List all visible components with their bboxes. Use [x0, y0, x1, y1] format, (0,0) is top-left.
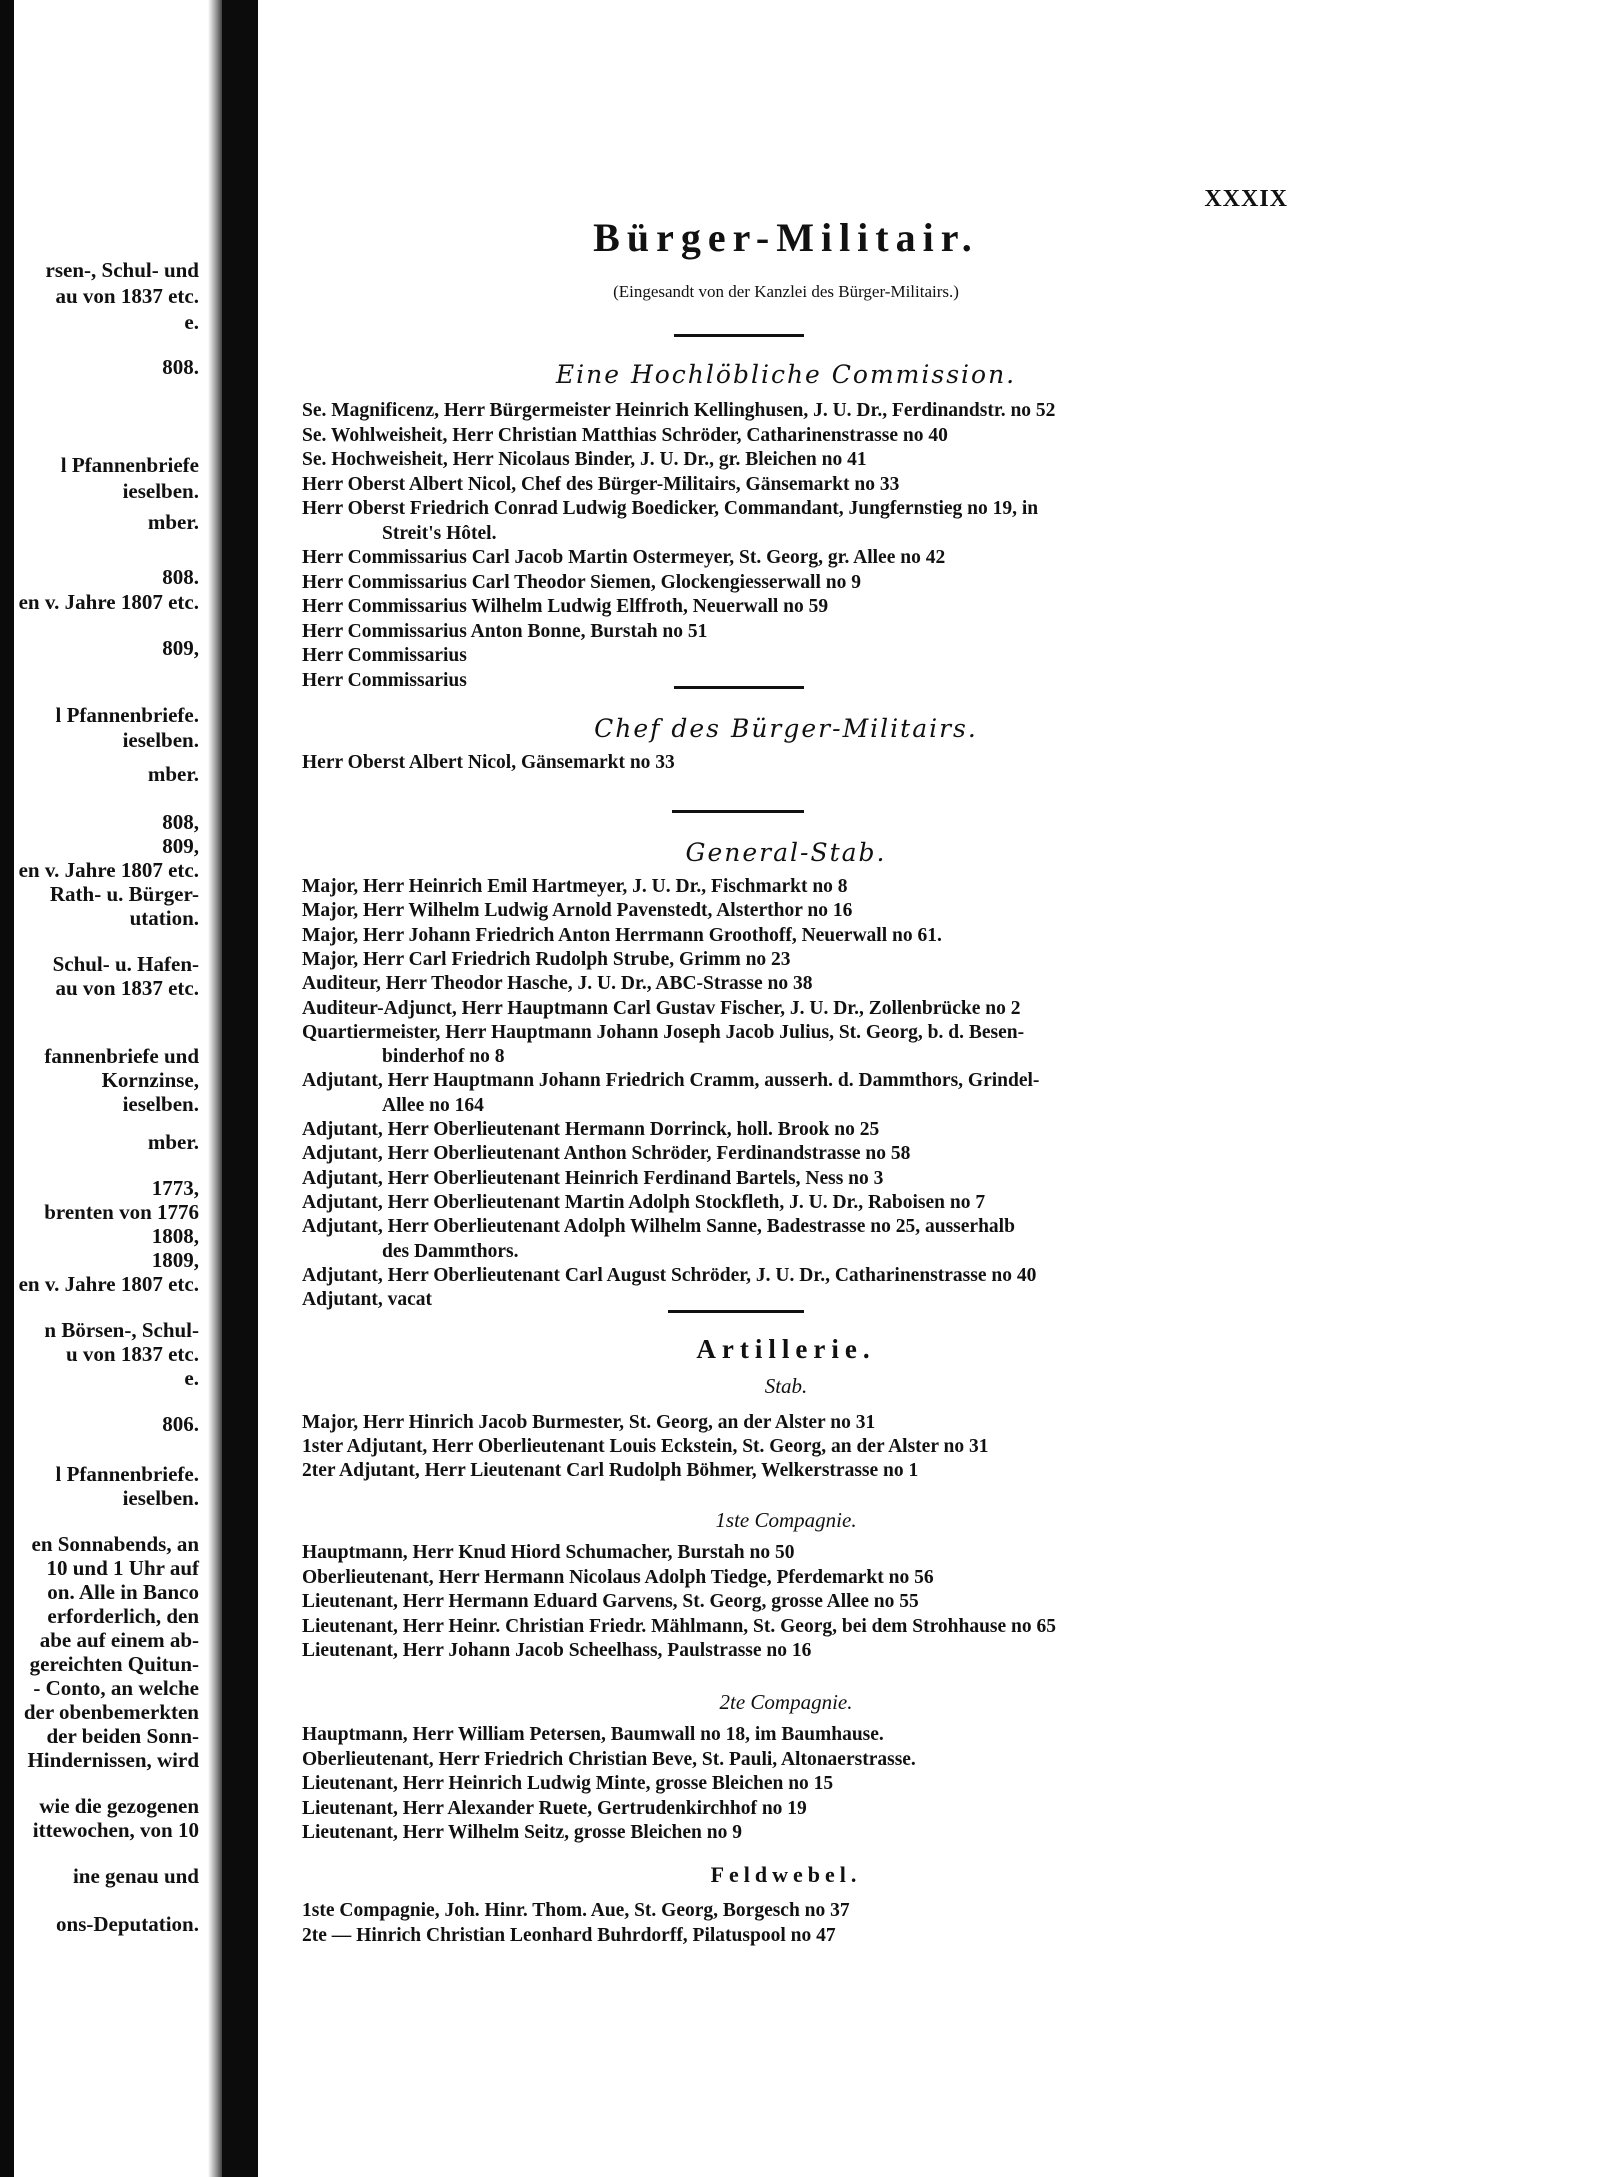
list-entry: Herr Commissarius Wilhelm Ludwig Elffroth, Neuerwall no 59: [302, 596, 829, 617]
list-entry: 2ter Adjutant, Herr Lieutenant Carl Rudolph Böhmer, Welkerstrasse no 1: [302, 1460, 919, 1481]
facing-page-line: 10 und 1 Uhr auf: [46, 1556, 199, 1580]
divider-rule: [672, 810, 804, 813]
facing-page-line: fannenbriefe und: [44, 1044, 199, 1068]
list-entry: Major, Herr Carl Friedrich Rudolph Strube, Grimm no 23: [302, 948, 791, 970]
list-entry: 1ste Compagnie, Joh. Hinr. Thom. Aue, St. Georg, Borgesch no 37: [302, 1900, 850, 1921]
facing-page-line: ieselben.: [122, 479, 199, 503]
facing-page-line: wie die gezogenen: [39, 1794, 199, 1818]
list-entry: Major, Herr Heinrich Emil Hartmeyer, J. U. Dr., Fischmarkt no 8: [302, 876, 848, 897]
facing-page-line: mber.: [147, 510, 199, 534]
facing-page-line: 1808,: [151, 1224, 199, 1248]
facing-page-line: en v. Jahre 1807 etc.: [18, 590, 199, 614]
facing-page-line: ons-Deputation.: [56, 1912, 199, 1936]
facing-page-line: der beiden Sonn-: [46, 1724, 199, 1748]
section-heading-commission: Eine Hochlöbliche Commission.: [555, 360, 1017, 389]
list-entry: Lieutenant, Herr Johann Jacob Scheelhass, Paulstrasse no 16: [302, 1640, 812, 1661]
list-entry: Auditeur, Herr Theodor Hasche, J. U. Dr., ABC-Strasse no 38: [302, 973, 813, 995]
facing-page-line: en Sonnabends, an: [31, 1532, 199, 1556]
list-entry: Herr Commissarius Anton Bonne, Burstah no 51: [302, 620, 708, 642]
list-entry: Adjutant, Herr Oberlieutenant Heinrich Ferdinand Bartels, Ness no 3: [302, 1167, 884, 1189]
list-entry: 2te — Hinrich Christian Leonhard Buhrdorff, Pilatuspool no 47: [302, 1924, 836, 1946]
facing-page-line: Schul- u. Hafen-: [52, 952, 199, 976]
list-entry: Herr Commissarius Carl Theodor Siemen, Glockengiesserwall no 9: [302, 571, 861, 593]
facing-page-line: Hindernissen, wird: [27, 1748, 199, 1772]
list-entry: Herr Commissarius: [302, 669, 467, 691]
facing-page-line: - Conto, an welche: [33, 1676, 199, 1700]
facing-page-line: ittewochen, von 10: [32, 1818, 199, 1842]
list-entry: Adjutant, Herr Oberlieutenant Hermann Dorrinck, holl. Brook no 25: [302, 1119, 880, 1140]
facing-page-line: 808,: [162, 810, 199, 834]
facing-page-line: au von 1837 etc.: [55, 976, 199, 1000]
page-subtitle: (Eingesandt von der Kanzlei des Bürger-Militairs.): [613, 282, 959, 301]
list-entry: Lieutenant, Herr Heinr. Christian Friedr. Mählmann, St. Georg, bei dem Strohhause no 65: [302, 1615, 1057, 1637]
list-entry: Se. Wohlweisheit, Herr Christian Matthias Schröder, Catharinenstrasse no 40: [302, 424, 948, 446]
facing-page-line: ieselben.: [122, 1092, 199, 1116]
list-entry: Major, Herr Wilhelm Ludwig Arnold Pavenstedt, Alsterthor no 16: [302, 900, 853, 922]
list-entry: Auditeur-Adjunct, Herr Hauptmann Carl Gustav Fischer, J. U. Dr., Zollenbrücke no 2: [302, 997, 1021, 1019]
facing-page-line: e.: [184, 310, 199, 334]
subheading-2te-compagnie: 2te Compagnie.: [719, 1690, 853, 1714]
facing-page-line: mber.: [147, 1130, 199, 1154]
list-entry: 1ster Adjutant, Herr Oberlieutenant Louis Eckstein, St. Georg, an der Alster no 31: [302, 1436, 989, 1457]
list-entry: Adjutant, Herr Oberlieutenant Anthon Schröder, Ferdinandstrasse no 58: [302, 1143, 911, 1165]
facing-page-line: e.: [184, 1366, 199, 1390]
facing-page-line: 1773,: [151, 1176, 199, 1200]
subheading-1ste-compagnie: 1ste Compagnie.: [715, 1508, 857, 1532]
facing-page-line: Kornzinse,: [101, 1068, 199, 1092]
facing-page-line: gereichten Quitun-: [29, 1652, 199, 1676]
list-entry: Herr Commissarius Carl Jacob Martin Ostermeyer, St. Georg, gr. Allee no 42: [302, 547, 946, 568]
list-entry: Lieutenant, Herr Alexander Ruete, Gertrudenkirchhof no 19: [302, 1797, 807, 1819]
list-entry: Major, Herr Hinrich Jacob Burmester, St. Georg, an der Alster no 31: [302, 1412, 876, 1433]
facing-page-line: en v. Jahre 1807 etc.: [18, 1272, 199, 1296]
facing-page-line: l Pfannenbriefe: [60, 453, 199, 477]
facing-page-line: l Pfannenbriefe.: [55, 1462, 199, 1486]
list-entry: Herr Oberst Albert Nicol, Chef des Bürger-Militairs, Gänsemarkt no 33: [302, 473, 900, 495]
facing-page-line: Rath- u. Bürger-: [49, 882, 199, 906]
list-entry: Lieutenant, Herr Wilhelm Seitz, grosse Bleichen no 9: [302, 1822, 742, 1843]
list-entry: Oberlieutenant, Herr Hermann Nicolaus Adolph Tiedge, Pferdemarkt no 56: [302, 1566, 934, 1588]
list-entry: Streit's Hôtel.: [382, 522, 497, 544]
list-entry: Hauptmann, Herr Knud Hiord Schumacher, Burstah no 50: [302, 1542, 795, 1563]
list-entry: Adjutant, vacat: [302, 1289, 432, 1311]
facing-page-line: u von 1837 etc.: [66, 1342, 199, 1366]
facing-page-line: ieselben.: [122, 728, 199, 752]
list-entry: des Dammthors.: [382, 1240, 519, 1262]
facing-page-line: 806.: [162, 1412, 199, 1436]
list-entry: Herr Commissarius: [302, 645, 467, 666]
facing-page-line: au von 1837 etc.: [55, 284, 199, 308]
facing-page-line: ine genau und: [72, 1864, 199, 1888]
facing-page-line: 808.: [162, 565, 199, 589]
list-entry: Se. Hochweisheit, Herr Nicolaus Binder, J. U. Dr., gr. Bleichen no 41: [302, 449, 867, 470]
facing-page-line: n Börsen-, Schul-: [44, 1318, 199, 1342]
list-entry: Allee no 164: [382, 1094, 484, 1116]
facing-page-line: erforderlich, den: [47, 1604, 199, 1628]
section-heading-artillerie: Artillerie.: [696, 1334, 876, 1364]
list-entry: Hauptmann, Herr William Petersen, Baumwall no 18, im Baumhause.: [302, 1724, 884, 1745]
list-entry: binderhof no 8: [382, 1046, 505, 1068]
document-page: [262, 148, 1310, 2048]
facing-page-line: l Pfannenbriefe.: [55, 703, 199, 727]
facing-page-line: utation.: [129, 906, 199, 930]
facing-page-line: abe auf einem ab-: [39, 1628, 199, 1652]
list-entry: Adjutant, Herr Oberlieutenant Adolph Wilhelm Sanne, Badestrasse no 25, ausserhalb: [302, 1216, 1015, 1238]
list-entry: Lieutenant, Herr Heinrich Ludwig Minte, grosse Bleichen no 15: [302, 1773, 834, 1794]
facing-page-line: mber.: [147, 762, 199, 786]
facing-page-line: der obenbemerkten: [23, 1700, 199, 1724]
list-entry: Lieutenant, Herr Hermann Eduard Garvens, St. Georg, grosse Allee no 55: [302, 1591, 919, 1612]
subheading-stab: Stab.: [764, 1374, 808, 1398]
list-entry: Quartiermeister, Herr Hauptmann Johann Joseph Jacob Julius, St. Georg, b. d. Besen-: [302, 1021, 1025, 1043]
list-entry: Herr Oberst Albert Nicol, Gänsemarkt no 33: [302, 752, 675, 773]
list-entry: Herr Oberst Friedrich Conrad Ludwig Boedicker, Commandant, Jungfernstieg no 19, in: [302, 498, 1039, 519]
page-number: XXXIX: [1204, 186, 1288, 212]
list-entry: Adjutant, Herr Oberlieutenant Martin Adolph Stockfleth, J. U. Dr., Raboisen no 7: [302, 1191, 986, 1213]
facing-page-line: rsen-, Schul- und: [45, 258, 199, 282]
facing-page-line: on. Alle in Banco: [47, 1580, 199, 1604]
divider-rule: [668, 1310, 804, 1313]
facing-page-fragment: [0, 200, 205, 1960]
facing-page-line: 809,: [162, 834, 199, 858]
list-entry: Adjutant, Herr Oberlieutenant Carl August Schröder, J. U. Dr., Catharinenstrasse no 40: [302, 1264, 1037, 1286]
section-heading-chef: Chef des Bürger-Militairs.: [594, 714, 978, 743]
facing-page-line: brenten von 1776: [44, 1200, 199, 1224]
facing-page-line: ieselben.: [122, 1486, 199, 1510]
divider-rule: [674, 686, 804, 689]
list-entry: Se. Magnificenz, Herr Bürgermeister Heinrich Kellinghusen, J. U. Dr., Ferdinandstr. no 52: [302, 400, 1056, 421]
divider-rule: [674, 334, 804, 337]
list-entry: Oberlieutenant, Herr Friedrich Christian Beve, St. Pauli, Altonaerstrasse.: [302, 1748, 916, 1770]
subheading-feldwebel: Feldwebel.: [710, 1862, 862, 1887]
list-entry: Major, Herr Johann Friedrich Anton Herrmann Groothoff, Neuerwall no 61.: [302, 924, 942, 946]
list-entry: Adjutant, Herr Hauptmann Johann Friedrich Cramm, ausserh. d. Dammthors, Grindel-: [302, 1070, 1040, 1092]
book-binding-gutter: [222, 0, 258, 2177]
facing-page-line: 809,: [162, 636, 199, 660]
facing-page-line: 1809,: [151, 1248, 199, 1272]
facing-page-line: 808.: [162, 355, 199, 379]
facing-page-line: en v. Jahre 1807 etc.: [18, 858, 199, 882]
section-heading-general-stab: General-Stab.: [685, 838, 887, 867]
page-title: Bürger-Militair.: [593, 215, 979, 260]
